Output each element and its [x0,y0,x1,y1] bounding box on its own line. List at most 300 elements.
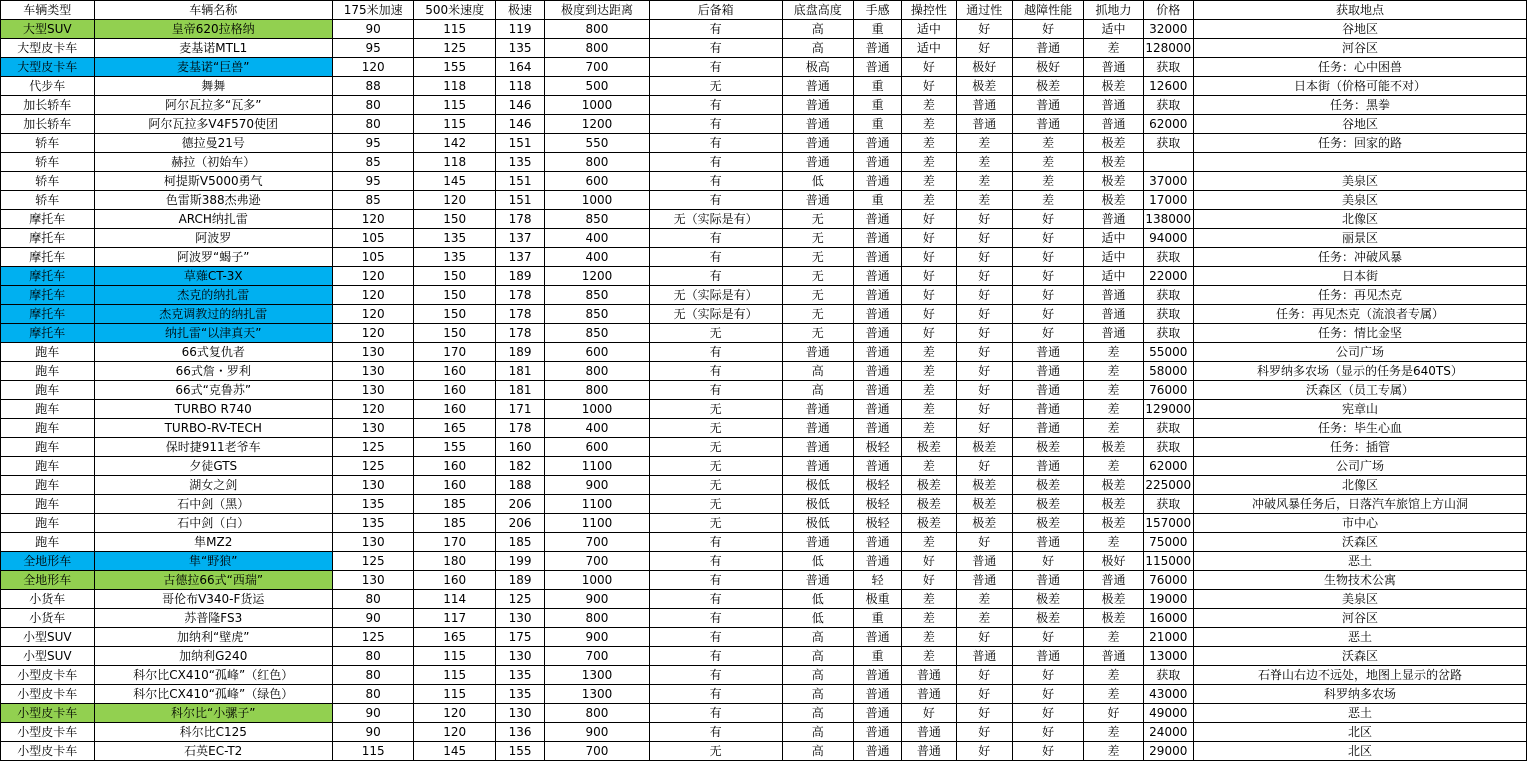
cell-obstacle[interactable]: 好 [1012,666,1083,685]
cell-accel-175m[interactable]: 80 [332,647,413,666]
cell-vehicle-type[interactable]: 跑车 [1,438,95,457]
cell-ground-clearance[interactable]: 无 [782,305,853,324]
cell-vehicle-name[interactable]: TURBO R740 [94,400,332,419]
cell-vehicle-name[interactable]: ARCH纳扎雷 [94,210,332,229]
cell-handling-feel[interactable]: 极轻 [853,514,901,533]
cell-price[interactable]: 43000 [1143,685,1193,704]
cell-grip[interactable]: 极好 [1084,552,1143,571]
cell-location[interactable]: 北区 [1193,742,1526,761]
cell-accel-175m[interactable]: 95 [332,172,413,191]
cell-vehicle-type[interactable]: 跑车 [1,495,95,514]
header-vehicle-name[interactable]: 车辆名称 [94,1,332,20]
cell-speed-500m[interactable]: 135 [414,248,495,267]
cell-top-speed-distance[interactable]: 800 [545,362,650,381]
cell-handling-feel[interactable]: 普通 [853,248,901,267]
cell-location[interactable]: 沃森区（员工专属） [1193,381,1526,400]
header-control[interactable]: 操控性 [902,1,956,20]
cell-handling-feel[interactable]: 重 [853,609,901,628]
cell-ground-clearance[interactable]: 高 [782,685,853,704]
cell-top-speed-distance[interactable]: 800 [545,39,650,58]
cell-speed-500m[interactable]: 170 [414,343,495,362]
cell-handling-feel[interactable]: 普通 [853,552,901,571]
cell-obstacle[interactable]: 好 [1012,210,1083,229]
cell-top-speed-distance[interactable]: 700 [545,552,650,571]
cell-trunk[interactable]: 无 [649,324,782,343]
cell-vehicle-name[interactable]: 石中剑（黑） [94,495,332,514]
cell-top-speed[interactable]: 189 [495,267,544,286]
header-location[interactable]: 获取地点 [1193,1,1526,20]
cell-control[interactable]: 普通 [902,666,956,685]
cell-control[interactable]: 差 [902,153,956,172]
cell-obstacle[interactable]: 好 [1012,324,1083,343]
cell-accel-175m[interactable]: 130 [332,571,413,590]
cell-location[interactable]: 恶土 [1193,704,1526,723]
cell-location[interactable]: 任务：心中困兽 [1193,58,1526,77]
cell-obstacle[interactable]: 普通 [1012,647,1083,666]
cell-top-speed[interactable]: 135 [495,666,544,685]
cell-passability[interactable]: 好 [956,286,1012,305]
cell-handling-feel[interactable]: 普通 [853,267,901,286]
cell-passability[interactable]: 好 [956,210,1012,229]
cell-ground-clearance[interactable]: 普通 [782,400,853,419]
cell-top-speed-distance[interactable]: 1000 [545,571,650,590]
cell-vehicle-type[interactable]: 跑车 [1,381,95,400]
cell-passability[interactable]: 极差 [956,495,1012,514]
cell-vehicle-type[interactable]: 加长轿车 [1,96,95,115]
cell-passability[interactable]: 普通 [956,571,1012,590]
cell-top-speed-distance[interactable]: 400 [545,248,650,267]
cell-control[interactable]: 极差 [902,438,956,457]
cell-trunk[interactable]: 有 [649,248,782,267]
cell-vehicle-name[interactable]: 舞舞 [94,77,332,96]
header-accel-175m[interactable]: 175米加速 [332,1,413,20]
cell-accel-175m[interactable]: 120 [332,267,413,286]
cell-trunk[interactable]: 有 [649,666,782,685]
cell-handling-feel[interactable]: 普通 [853,153,901,172]
cell-top-speed-distance[interactable]: 400 [545,419,650,438]
cell-control[interactable]: 差 [902,96,956,115]
cell-grip[interactable]: 普通 [1084,115,1143,134]
cell-top-speed[interactable]: 206 [495,514,544,533]
cell-speed-500m[interactable]: 170 [414,533,495,552]
cell-grip[interactable]: 极差 [1084,495,1143,514]
cell-control[interactable]: 好 [902,58,956,77]
cell-price[interactable]: 55000 [1143,343,1193,362]
cell-top-speed-distance[interactable]: 600 [545,438,650,457]
cell-vehicle-type[interactable]: 摩托车 [1,248,95,267]
cell-price[interactable]: 94000 [1143,229,1193,248]
cell-vehicle-name[interactable]: TURBO-RV-TECH [94,419,332,438]
cell-ground-clearance[interactable]: 极低 [782,495,853,514]
cell-trunk[interactable]: 有 [649,571,782,590]
cell-speed-500m[interactable]: 115 [414,666,495,685]
cell-handling-feel[interactable]: 重 [853,115,901,134]
cell-speed-500m[interactable]: 120 [414,191,495,210]
cell-top-speed-distance[interactable]: 850 [545,324,650,343]
cell-price[interactable]: 21000 [1143,628,1193,647]
cell-accel-175m[interactable]: 115 [332,742,413,761]
cell-speed-500m[interactable]: 114 [414,590,495,609]
cell-ground-clearance[interactable]: 高 [782,666,853,685]
cell-price[interactable]: 157000 [1143,514,1193,533]
cell-obstacle[interactable]: 极好 [1012,58,1083,77]
cell-handling-feel[interactable]: 普通 [853,381,901,400]
cell-location[interactable]: 河谷区 [1193,609,1526,628]
cell-ground-clearance[interactable]: 普通 [782,571,853,590]
cell-accel-175m[interactable]: 120 [332,305,413,324]
cell-ground-clearance[interactable]: 高 [782,723,853,742]
cell-location[interactable]: 任务：毕生心血 [1193,419,1526,438]
cell-handling-feel[interactable]: 普通 [853,362,901,381]
cell-passability[interactable]: 好 [956,381,1012,400]
cell-vehicle-type[interactable]: 大型皮卡车 [1,39,95,58]
cell-top-speed-distance[interactable]: 1100 [545,457,650,476]
cell-trunk[interactable]: 有 [649,20,782,39]
cell-passability[interactable]: 好 [956,39,1012,58]
cell-top-speed-distance[interactable]: 800 [545,609,650,628]
cell-top-speed[interactable]: 182 [495,457,544,476]
cell-control[interactable]: 适中 [902,20,956,39]
cell-top-speed[interactable]: 146 [495,96,544,115]
cell-speed-500m[interactable]: 160 [414,476,495,495]
cell-obstacle[interactable]: 好 [1012,305,1083,324]
cell-top-speed-distance[interactable]: 400 [545,229,650,248]
cell-handling-feel[interactable]: 重 [853,647,901,666]
cell-ground-clearance[interactable]: 无 [782,229,853,248]
cell-top-speed[interactable]: 135 [495,685,544,704]
cell-obstacle[interactable]: 好 [1012,742,1083,761]
cell-grip[interactable]: 差 [1084,362,1143,381]
cell-ground-clearance[interactable]: 普通 [782,191,853,210]
cell-grip[interactable]: 差 [1084,685,1143,704]
cell-top-speed[interactable]: 151 [495,172,544,191]
cell-grip[interactable]: 极差 [1084,590,1143,609]
cell-vehicle-type[interactable]: 轿车 [1,134,95,153]
cell-speed-500m[interactable]: 115 [414,647,495,666]
cell-price[interactable]: 17000 [1143,191,1193,210]
cell-price[interactable]: 获取 [1143,58,1193,77]
cell-passability[interactable]: 好 [956,305,1012,324]
cell-top-speed-distance[interactable]: 900 [545,628,650,647]
cell-price[interactable]: 24000 [1143,723,1193,742]
cell-location[interactable]: 丽景区 [1193,229,1526,248]
cell-vehicle-name[interactable]: 保时捷911老爷车 [94,438,332,457]
cell-vehicle-type[interactable]: 大型SUV [1,20,95,39]
cell-speed-500m[interactable]: 135 [414,229,495,248]
cell-speed-500m[interactable]: 142 [414,134,495,153]
cell-vehicle-name[interactable]: 赫拉（初始车） [94,153,332,172]
cell-control[interactable]: 差 [902,191,956,210]
cell-passability[interactable]: 差 [956,172,1012,191]
cell-handling-feel[interactable]: 普通 [853,419,901,438]
cell-speed-500m[interactable]: 155 [414,58,495,77]
cell-top-speed-distance[interactable]: 850 [545,210,650,229]
cell-location[interactable]: 谷地区 [1193,115,1526,134]
cell-top-speed-distance[interactable]: 900 [545,723,650,742]
cell-speed-500m[interactable]: 185 [414,495,495,514]
cell-control[interactable]: 好 [902,229,956,248]
cell-passability[interactable]: 普通 [956,552,1012,571]
cell-vehicle-name[interactable]: 科尔比CX410“孤峰”（红色） [94,666,332,685]
cell-trunk[interactable]: 无 [649,438,782,457]
cell-accel-175m[interactable]: 120 [332,324,413,343]
cell-trunk[interactable]: 有 [649,153,782,172]
cell-ground-clearance[interactable]: 高 [782,20,853,39]
cell-vehicle-type[interactable]: 跑车 [1,514,95,533]
cell-speed-500m[interactable]: 125 [414,39,495,58]
cell-trunk[interactable]: 有 [649,191,782,210]
cell-accel-175m[interactable]: 95 [332,134,413,153]
cell-vehicle-name[interactable]: 柯提斯V5000勇气 [94,172,332,191]
cell-price[interactable]: 获取 [1143,324,1193,343]
cell-passability[interactable]: 好 [956,400,1012,419]
cell-vehicle-name[interactable]: 阿波罗 [94,229,332,248]
cell-speed-500m[interactable]: 150 [414,267,495,286]
cell-grip[interactable]: 普通 [1084,571,1143,590]
cell-vehicle-type[interactable]: 摩托车 [1,229,95,248]
cell-vehicle-name[interactable]: 色雷斯388杰弗逊 [94,191,332,210]
cell-grip[interactable]: 差 [1084,381,1143,400]
cell-obstacle[interactable]: 普通 [1012,381,1083,400]
cell-handling-feel[interactable]: 普通 [853,666,901,685]
header-passability[interactable]: 通过性 [956,1,1012,20]
cell-location[interactable]: 任务：再见杰克（流浪者专属） [1193,305,1526,324]
cell-top-speed[interactable]: 135 [495,39,544,58]
cell-top-speed[interactable]: 175 [495,628,544,647]
cell-speed-500m[interactable]: 150 [414,324,495,343]
cell-trunk[interactable]: 有 [649,39,782,58]
cell-vehicle-name[interactable]: 石中剑（白） [94,514,332,533]
cell-speed-500m[interactable]: 115 [414,96,495,115]
cell-obstacle[interactable]: 普通 [1012,39,1083,58]
cell-top-speed-distance[interactable]: 1000 [545,96,650,115]
cell-location[interactable]: 日本街（价格可能不对） [1193,77,1526,96]
cell-control[interactable]: 好 [902,77,956,96]
cell-vehicle-type[interactable]: 跑车 [1,533,95,552]
header-top-speed-distance[interactable]: 极度到达距离 [545,1,650,20]
cell-top-speed-distance[interactable]: 1100 [545,514,650,533]
header-grip[interactable]: 抓地力 [1084,1,1143,20]
cell-accel-175m[interactable]: 130 [332,533,413,552]
cell-passability[interactable]: 好 [956,704,1012,723]
cell-obstacle[interactable]: 普通 [1012,96,1083,115]
cell-vehicle-name[interactable]: 66式“克鲁苏” [94,381,332,400]
cell-grip[interactable]: 差 [1084,343,1143,362]
cell-top-speed[interactable]: 189 [495,571,544,590]
cell-trunk[interactable]: 有 [649,134,782,153]
cell-grip[interactable]: 差 [1084,400,1143,419]
cell-grip[interactable]: 极差 [1084,191,1143,210]
cell-trunk[interactable]: 有 [649,229,782,248]
cell-vehicle-type[interactable]: 跑车 [1,457,95,476]
cell-handling-feel[interactable]: 普通 [853,229,901,248]
cell-price[interactable]: 获取 [1143,305,1193,324]
cell-trunk[interactable]: 无（实际是有） [649,305,782,324]
cell-obstacle[interactable]: 普通 [1012,362,1083,381]
cell-top-speed[interactable]: 125 [495,590,544,609]
cell-trunk[interactable]: 无 [649,400,782,419]
cell-control[interactable]: 极差 [902,514,956,533]
cell-top-speed[interactable]: 137 [495,229,544,248]
cell-top-speed[interactable]: 178 [495,286,544,305]
cell-obstacle[interactable]: 差 [1012,172,1083,191]
cell-obstacle[interactable]: 好 [1012,628,1083,647]
cell-trunk[interactable]: 无（实际是有） [649,286,782,305]
cell-passability[interactable]: 好 [956,362,1012,381]
cell-obstacle[interactable]: 极差 [1012,438,1083,457]
cell-price[interactable]: 129000 [1143,400,1193,419]
cell-accel-175m[interactable]: 85 [332,191,413,210]
cell-top-speed[interactable]: 151 [495,191,544,210]
cell-handling-feel[interactable]: 极轻 [853,495,901,514]
cell-vehicle-type[interactable]: 轿车 [1,172,95,191]
cell-vehicle-name[interactable]: 隼MZ2 [94,533,332,552]
cell-handling-feel[interactable]: 极重 [853,590,901,609]
cell-handling-feel[interactable]: 普通 [853,39,901,58]
cell-location[interactable]: 市中心 [1193,514,1526,533]
cell-trunk[interactable]: 无 [649,742,782,761]
cell-vehicle-type[interactable]: 小货车 [1,590,95,609]
cell-accel-175m[interactable]: 130 [332,343,413,362]
cell-trunk[interactable]: 无 [649,495,782,514]
cell-speed-500m[interactable]: 150 [414,286,495,305]
cell-handling-feel[interactable]: 普通 [853,172,901,191]
cell-control[interactable]: 好 [902,552,956,571]
cell-price[interactable]: 获取 [1143,96,1193,115]
cell-top-speed[interactable]: 171 [495,400,544,419]
cell-accel-175m[interactable]: 80 [332,590,413,609]
cell-top-speed[interactable]: 188 [495,476,544,495]
cell-trunk[interactable]: 有 [649,381,782,400]
cell-vehicle-name[interactable]: 古德拉66式“西瑞” [94,571,332,590]
cell-obstacle[interactable]: 普通 [1012,343,1083,362]
cell-obstacle[interactable]: 极差 [1012,609,1083,628]
cell-price[interactable]: 获取 [1143,495,1193,514]
cell-top-speed-distance[interactable]: 850 [545,305,650,324]
cell-location[interactable]: 美泉区 [1193,172,1526,191]
cell-speed-500m[interactable]: 115 [414,20,495,39]
cell-top-speed[interactable]: 130 [495,609,544,628]
cell-top-speed-distance[interactable]: 900 [545,476,650,495]
header-top-speed[interactable]: 极速 [495,1,544,20]
cell-ground-clearance[interactable]: 高 [782,362,853,381]
cell-price[interactable]: 115000 [1143,552,1193,571]
cell-trunk[interactable]: 无 [649,77,782,96]
cell-vehicle-name[interactable]: 草薙CT-3X [94,267,332,286]
cell-vehicle-name[interactable]: 科尔比“小骡子” [94,704,332,723]
cell-passability[interactable]: 好 [956,248,1012,267]
cell-obstacle[interactable]: 普通 [1012,115,1083,134]
cell-ground-clearance[interactable]: 普通 [782,457,853,476]
cell-speed-500m[interactable]: 117 [414,609,495,628]
cell-accel-175m[interactable]: 80 [332,685,413,704]
cell-top-speed[interactable]: 119 [495,20,544,39]
cell-grip[interactable]: 差 [1084,666,1143,685]
cell-vehicle-type[interactable]: 摩托车 [1,210,95,229]
cell-location[interactable]: 北像区 [1193,210,1526,229]
cell-grip[interactable]: 差 [1084,628,1143,647]
cell-control[interactable]: 普通 [902,723,956,742]
cell-speed-500m[interactable]: 165 [414,419,495,438]
cell-grip[interactable]: 极差 [1084,438,1143,457]
cell-ground-clearance[interactable]: 无 [782,286,853,305]
cell-handling-feel[interactable]: 极轻 [853,438,901,457]
cell-passability[interactable]: 好 [956,666,1012,685]
cell-obstacle[interactable]: 好 [1012,229,1083,248]
cell-price[interactable]: 76000 [1143,571,1193,590]
cell-speed-500m[interactable]: 120 [414,704,495,723]
cell-obstacle[interactable]: 差 [1012,153,1083,172]
cell-handling-feel[interactable]: 普通 [853,685,901,704]
cell-handling-feel[interactable]: 普通 [853,400,901,419]
cell-ground-clearance[interactable]: 普通 [782,96,853,115]
cell-obstacle[interactable]: 普通 [1012,400,1083,419]
cell-trunk[interactable]: 有 [649,267,782,286]
header-trunk[interactable]: 后备箱 [649,1,782,20]
cell-top-speed[interactable]: 135 [495,153,544,172]
cell-grip[interactable]: 极差 [1084,476,1143,495]
cell-top-speed-distance[interactable]: 850 [545,286,650,305]
cell-accel-175m[interactable]: 135 [332,514,413,533]
cell-handling-feel[interactable]: 普通 [853,723,901,742]
cell-control[interactable]: 差 [902,362,956,381]
cell-passability[interactable]: 差 [956,590,1012,609]
cell-price[interactable]: 49000 [1143,704,1193,723]
cell-vehicle-name[interactable]: 德拉曼21号 [94,134,332,153]
cell-price[interactable]: 62000 [1143,115,1193,134]
cell-trunk[interactable]: 无 [649,476,782,495]
cell-grip[interactable]: 普通 [1084,286,1143,305]
cell-accel-175m[interactable]: 90 [332,704,413,723]
cell-price[interactable]: 29000 [1143,742,1193,761]
cell-vehicle-type[interactable]: 轿车 [1,153,95,172]
cell-location[interactable]: 任务：冲破风暴 [1193,248,1526,267]
cell-grip[interactable]: 差 [1084,457,1143,476]
cell-obstacle[interactable]: 差 [1012,191,1083,210]
cell-handling-feel[interactable]: 重 [853,20,901,39]
cell-grip[interactable]: 差 [1084,419,1143,438]
cell-grip[interactable]: 差 [1084,742,1143,761]
cell-obstacle[interactable]: 普通 [1012,571,1083,590]
cell-price[interactable]: 获取 [1143,286,1193,305]
cell-price[interactable]: 16000 [1143,609,1193,628]
cell-passability[interactable]: 极差 [956,77,1012,96]
cell-location[interactable]: 石脊山右边不远处，地图上显示的岔路 [1193,666,1526,685]
cell-accel-175m[interactable]: 130 [332,362,413,381]
header-ground-clearance[interactable]: 底盘高度 [782,1,853,20]
cell-ground-clearance[interactable]: 普通 [782,343,853,362]
cell-trunk[interactable]: 有 [649,552,782,571]
cell-top-speed-distance[interactable]: 1300 [545,666,650,685]
cell-passability[interactable]: 差 [956,153,1012,172]
cell-grip[interactable]: 极差 [1084,609,1143,628]
cell-passability[interactable]: 差 [956,134,1012,153]
cell-accel-175m[interactable]: 120 [332,58,413,77]
cell-handling-feel[interactable]: 重 [853,191,901,210]
cell-top-speed-distance[interactable]: 700 [545,742,650,761]
cell-price[interactable]: 32000 [1143,20,1193,39]
cell-control[interactable]: 好 [902,571,956,590]
cell-vehicle-name[interactable]: 苏普隆FS3 [94,609,332,628]
cell-location[interactable]: 宪章山 [1193,400,1526,419]
cell-vehicle-type[interactable]: 小货车 [1,609,95,628]
cell-handling-feel[interactable]: 普通 [853,58,901,77]
cell-obstacle[interactable]: 好 [1012,723,1083,742]
cell-passability[interactable]: 极差 [956,514,1012,533]
cell-vehicle-name[interactable]: 阿尔瓦拉多V4F570使团 [94,115,332,134]
cell-top-speed[interactable]: 146 [495,115,544,134]
cell-control[interactable]: 好 [902,704,956,723]
